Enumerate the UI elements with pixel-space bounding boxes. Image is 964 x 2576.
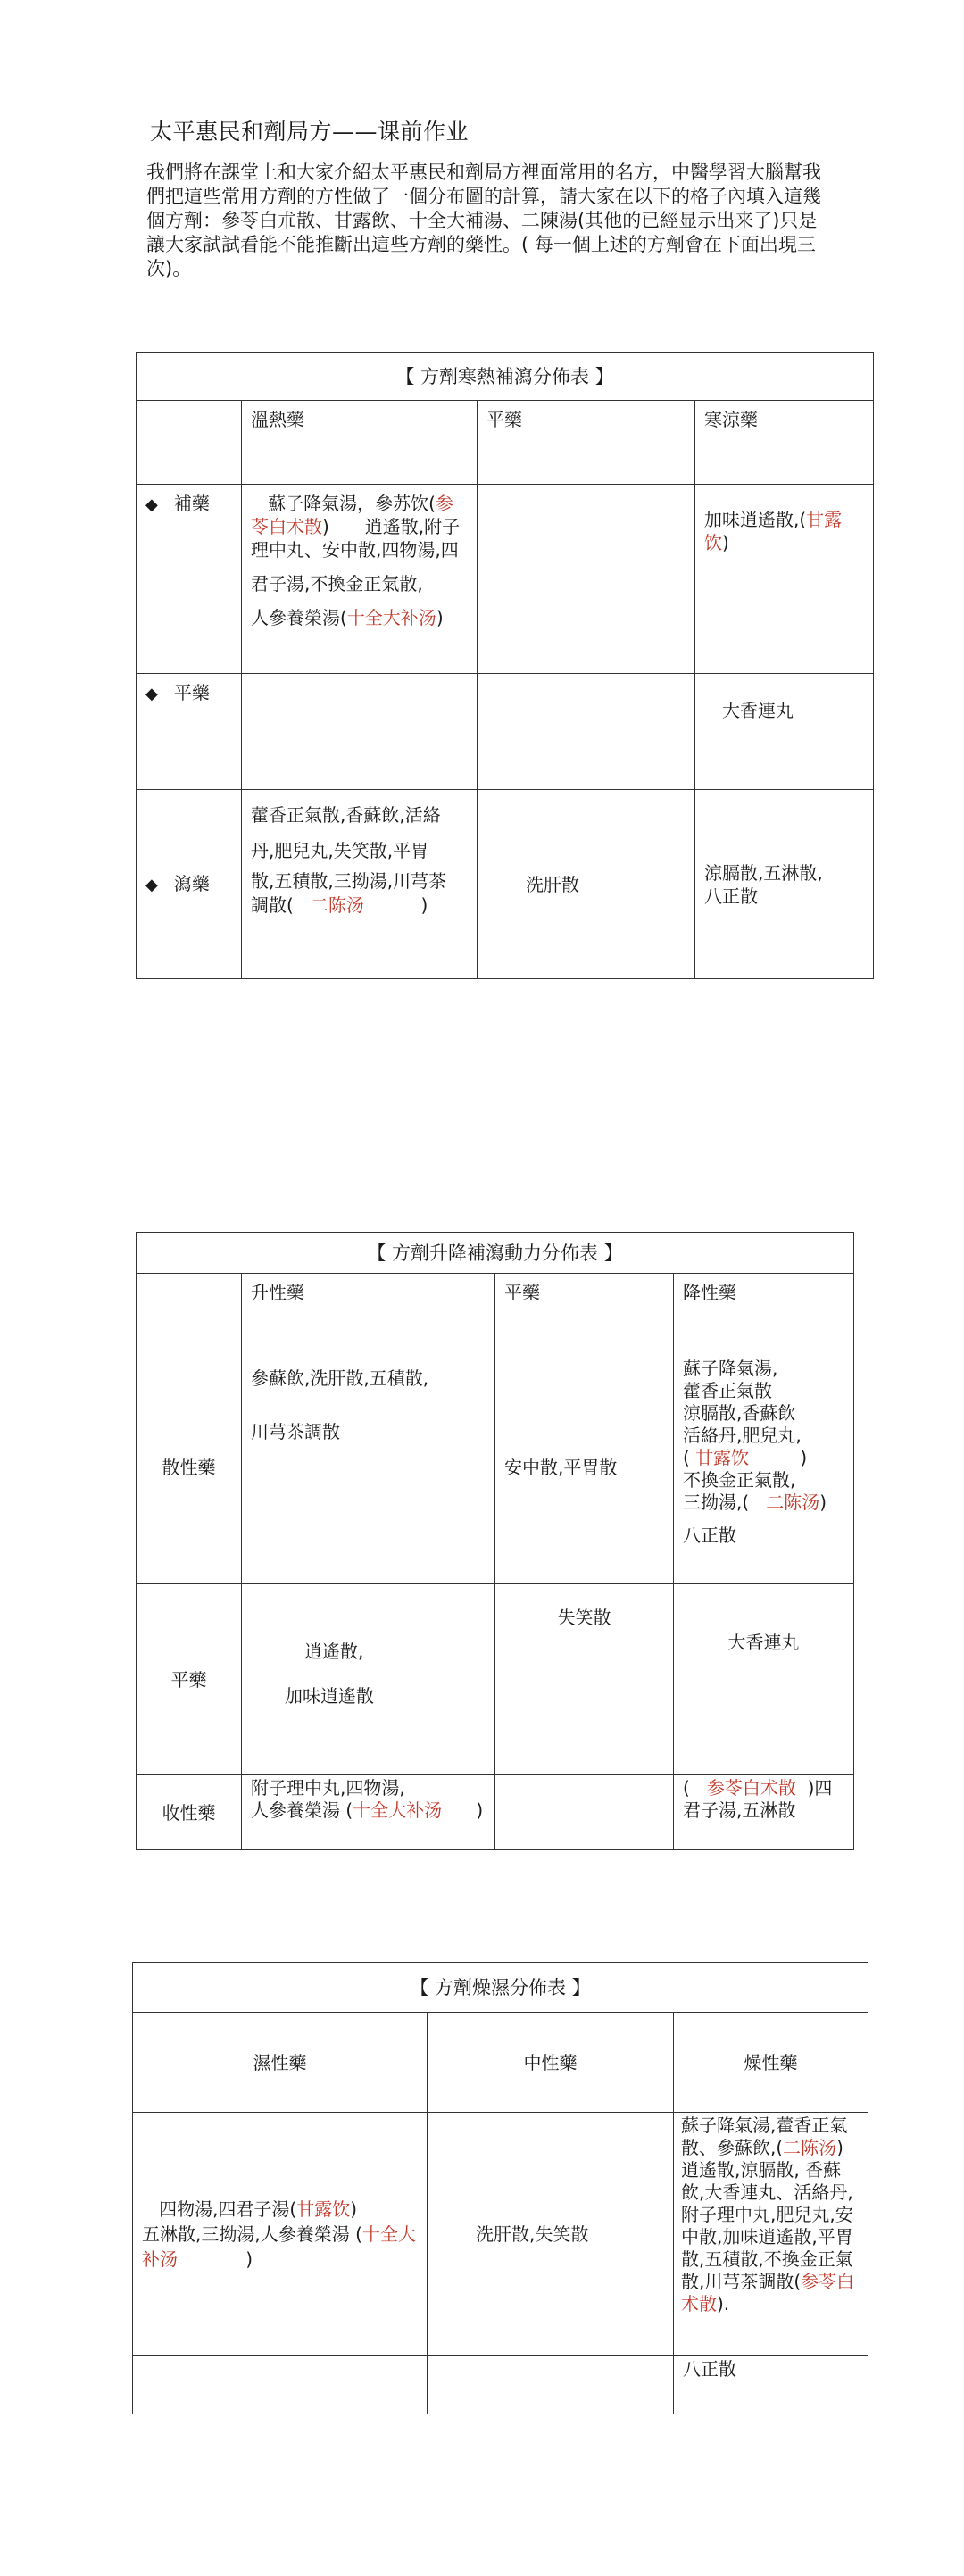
table2-header-up: 升性藥 xyxy=(242,1274,495,1350)
table3-caption: 【 方劑燥濕分佈表 】 xyxy=(133,1963,868,2013)
table1-cell-bu-cold: 加味逍遙散,(甘露饮) xyxy=(695,485,874,674)
table2-cell-ping-neutral: 失笑散 xyxy=(495,1584,674,1775)
table1-cell-xie-neutral: 洗肝散 xyxy=(478,790,695,979)
table2-cell-ping-up: 逍遙散, 加味逍遙散 xyxy=(242,1584,495,1775)
table2-row-label-ping: 平藥 xyxy=(137,1584,242,1775)
table1-header-warm: 溫熱藥 xyxy=(242,401,478,485)
table2-header-neutral: 平藥 xyxy=(495,1274,674,1350)
table2-cell-shou-up: 附子理中丸,四物湯, 人參養榮湯 (十全大补汤 ) xyxy=(242,1775,495,1850)
table2-caption: 【 方劑升降補瀉動力分佈表 】 xyxy=(137,1233,854,1274)
table1-caption: 【 方劑寒熱補瀉分佈表 】 xyxy=(137,353,874,401)
table2-cell-san-down: 蘇子降氣湯, 藿香正氣散 涼膈散,香蘇飲 活絡丹,肥兒丸, ( 甘露饮 ) 不換金正氣散, 三拗湯,( 二陈汤) 八正散 xyxy=(674,1350,854,1584)
table2-row-label-san: 散性藥 xyxy=(137,1350,242,1584)
table2-cell-shou-down: ( 参苓白术散 )四君子湯,五淋散 xyxy=(674,1775,854,1850)
table2-corner xyxy=(137,1274,242,1350)
table2-cell-san-neutral: 安中散,平胃散 xyxy=(495,1350,674,1584)
table1-cell-xie-cold: 涼膈散,五淋散, 八正散 xyxy=(695,790,874,979)
table2-cell-shou-neutral xyxy=(495,1775,674,1850)
table3-cell-wet-2 xyxy=(133,2356,428,2414)
table1-corner xyxy=(137,401,242,485)
table1-header-neutral: 平藥 xyxy=(478,401,695,485)
table3-cell-dry: 蘇子降氣湯,藿香正氣散、參蘇飲,(二陈汤) 逍遙散,涼膈散, 香蘇飲,大香連丸、活絡丹,附子理中丸,肥兒丸,安中散,加味逍遙散,平胃散,五積散,不換金正氣散,川芎茶調散(参苓白术散). xyxy=(674,2113,868,2356)
table3-header-dry: 燥性藥 xyxy=(674,2013,868,2113)
table2-row-label-shou: 收性藥 xyxy=(137,1775,242,1850)
page-title: 太平惠民和劑局方——课前作业 xyxy=(150,119,470,145)
intro-paragraph: 我們將在課堂上和大家介紹太平惠民和劑局方裡面常用的名方，中醫學習大腦幫我們把這些常用方劑的方性做了一個分布圖的計算，請大家在以下的格子內填入這幾個方劑：參苓白朮散、甘露飲、十全大補湯、二陳湯(其他的已經显示出来了)只是讓大家試試看能不能推斷出這些方劑的藥性。( 每一個上述的方劑會在下面出現三次)。 xyxy=(146,162,821,279)
table1-cell-bu-warm: 蘇子降氣湯，參苏饮(参苓白术散) 逍遙散,附子 理中丸、安中散,四物湯,四 君子湯,不換金正氣散, 人參養榮湯(十全大补汤) xyxy=(242,485,478,674)
table1-row-label-ping: ◆ 平藥 xyxy=(137,674,242,790)
table1-row-label-xie: ◆ 瀉藥 xyxy=(137,790,242,979)
table1-cell-ping-neutral xyxy=(478,674,695,790)
table1-cell-bu-neutral xyxy=(478,485,695,674)
table1-cell-xie-warm: 藿香正氣散,香蘇飲,活絡 丹,肥兒丸,失笑散,平胃 散,五積散,三拗湯,川芎茶 調散( 二陈汤 ) xyxy=(242,790,478,979)
table-dry-wet xyxy=(132,1962,868,2414)
table1-cell-ping-cold: 大香連丸 xyxy=(695,674,874,790)
table1-header-cold: 寒涼藥 xyxy=(695,401,874,485)
table3-cell-neutral: 洗肝散,失笑散 xyxy=(428,2113,674,2356)
table-rise-fall xyxy=(136,1232,854,1850)
table3-header-wet: 濕性藥 xyxy=(133,2013,428,2113)
table3-cell-dry-2: 八正散 xyxy=(674,2356,868,2414)
table2-cell-san-up: 參蘇飲,洗肝散,五積散, 川芎茶調散 xyxy=(242,1350,495,1584)
table2-header-down: 降性藥 xyxy=(674,1274,854,1350)
table3-header-neutral: 中性藥 xyxy=(428,2013,674,2113)
table1-row-label-bu: ◆ 補藥 xyxy=(137,485,242,674)
table2-cell-ping-down: 大香連丸 xyxy=(674,1584,854,1775)
table1-cell-ping-warm xyxy=(242,674,478,790)
table3-cell-wet: 四物湯,四君子湯(甘露饮) 五淋散,三拗湯,人參養榮湯 (十全大补汤 ) xyxy=(133,2113,428,2356)
table3-cell-neutral-2 xyxy=(428,2356,674,2414)
table-cold-heat xyxy=(136,352,874,979)
